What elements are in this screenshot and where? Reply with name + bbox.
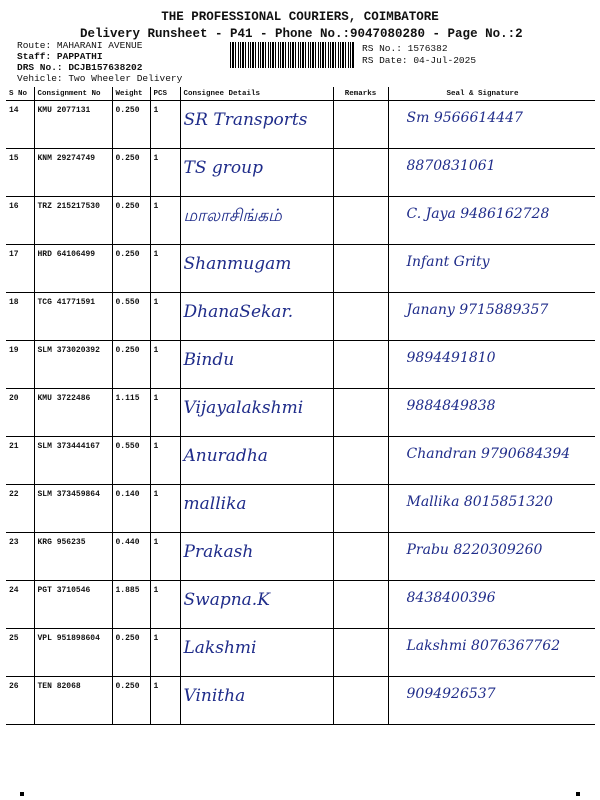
- cell-remarks: [333, 485, 388, 533]
- cell-signature: 8870831061: [388, 149, 595, 197]
- cell-weight: 0.250: [112, 197, 150, 245]
- cell-weight: 0.140: [112, 485, 150, 533]
- cell-sno: 18: [6, 293, 34, 341]
- table-row: [6, 437, 595, 485]
- cell-sno: 21: [6, 437, 34, 485]
- col-header-weight: Weight: [112, 87, 150, 101]
- staff-value: PAPPATHI: [56, 51, 103, 62]
- cell-consignee: TS group: [180, 149, 333, 197]
- drs-value: DCJB157638202: [68, 62, 143, 73]
- cell-weight: 1.115: [112, 389, 150, 437]
- cell-consignee: Swapna.K: [180, 581, 333, 629]
- cell-consignee: Lakshmi: [180, 629, 333, 677]
- cell-remarks: [333, 197, 388, 245]
- drs-line: [17, 62, 142, 73]
- cell-signature: Lakshmi 8076367762: [388, 629, 595, 677]
- route-line: [17, 40, 142, 51]
- cell-signature: C. Jaya 9486162728: [388, 197, 595, 245]
- cell-sno: 20: [6, 389, 34, 437]
- cell-consignment: SLM 373459864: [34, 485, 112, 533]
- cell-consignment: SLM 373444167: [34, 437, 112, 485]
- cell-signature: 9884849838: [388, 389, 595, 437]
- runsheet-title: Delivery Runsheet - P41 - Phone No.:9047080280 - Page No.:2: [80, 27, 523, 41]
- cell-signature: 9094926537: [388, 677, 595, 725]
- vehicle-line: [17, 73, 182, 84]
- cell-weight: 1.885: [112, 581, 150, 629]
- cell-pcs: 1: [150, 629, 180, 677]
- table-row: [6, 629, 595, 677]
- cell-consignee: Vinitha: [180, 677, 333, 725]
- cell-remarks: [333, 629, 388, 677]
- table-header-row: [6, 87, 595, 101]
- cell-signature: Sm 9566614447: [388, 101, 595, 149]
- cell-remarks: [333, 581, 388, 629]
- staff-line: [17, 51, 103, 62]
- col-header-sno: S No: [6, 87, 34, 101]
- table-row: [6, 581, 595, 629]
- cell-consignment: VPL 951898604: [34, 629, 112, 677]
- cell-pcs: 1: [150, 437, 180, 485]
- col-header-signature: Seal & Signature: [388, 87, 595, 101]
- route-value: MAHARANI AVENUE: [56, 40, 143, 51]
- cell-sno: 24: [6, 581, 34, 629]
- cell-remarks: [333, 437, 388, 485]
- table-row: [6, 293, 595, 341]
- cell-pcs: 1: [150, 245, 180, 293]
- cell-weight: 0.250: [112, 629, 150, 677]
- cell-weight: 0.250: [112, 101, 150, 149]
- cell-consignee: Prakash: [180, 533, 333, 581]
- cell-consignee: Anuradha: [180, 437, 333, 485]
- cell-consignee: DhanaSekar.: [180, 293, 333, 341]
- rs-no-line: [362, 43, 448, 54]
- cell-signature: Chandran 9790684394: [388, 437, 595, 485]
- cell-sno: 16: [6, 197, 34, 245]
- table-row: [6, 533, 595, 581]
- table-row: [6, 485, 595, 533]
- col-header-consignment: Consignment No: [34, 87, 112, 101]
- cell-consignment: KNM 29274749: [34, 149, 112, 197]
- cell-consignee: mallika: [180, 485, 333, 533]
- cell-signature: 9894491810: [388, 341, 595, 389]
- cell-consignment: SLM 373020392: [34, 341, 112, 389]
- table-row: [6, 677, 595, 725]
- rs-no-value: 1576382: [407, 43, 448, 54]
- cell-sno: 22: [6, 485, 34, 533]
- table-row: [6, 389, 595, 437]
- cell-sno: 15: [6, 149, 34, 197]
- cell-pcs: 1: [150, 293, 180, 341]
- cell-sno: 26: [6, 677, 34, 725]
- cell-sno: 17: [6, 245, 34, 293]
- cell-consignment: KMU 2077131: [34, 101, 112, 149]
- cell-consignment: TEN 82068: [34, 677, 112, 725]
- cell-remarks: [333, 341, 388, 389]
- table-row: [6, 341, 595, 389]
- cell-pcs: 1: [150, 389, 180, 437]
- cell-signature: Infant Grity: [388, 245, 595, 293]
- cell-consignee: SR Transports: [180, 101, 333, 149]
- cell-weight: 0.250: [112, 341, 150, 389]
- cell-signature: Janany 9715889357: [388, 293, 595, 341]
- cell-pcs: 1: [150, 581, 180, 629]
- cell-remarks: [333, 101, 388, 149]
- cell-consignee: Bindu: [180, 341, 333, 389]
- table-row: [6, 197, 595, 245]
- barcode: [230, 42, 355, 68]
- cell-consignee: Vijayalakshmi: [180, 389, 333, 437]
- drs-label: DRS No.:: [17, 62, 63, 73]
- cell-consignee: Shanmugam: [180, 245, 333, 293]
- cell-consignment: PGT 3710546: [34, 581, 112, 629]
- corner-mark: [20, 792, 24, 796]
- vehicle-label: Vehicle:: [17, 73, 63, 84]
- cell-weight: 0.550: [112, 293, 150, 341]
- company-title: THE PROFESSIONAL COURIERS, COIMBATORE: [161, 10, 439, 24]
- table-row: [6, 149, 595, 197]
- cell-consignment: KRG 956235: [34, 533, 112, 581]
- cell-remarks: [333, 149, 388, 197]
- cell-signature: Mallika 8015851320: [388, 485, 595, 533]
- runsheet-table: [6, 87, 595, 725]
- corner-mark: [576, 792, 580, 796]
- cell-sno: 23: [6, 533, 34, 581]
- cell-pcs: 1: [150, 533, 180, 581]
- col-header-pcs: PCS: [150, 87, 180, 101]
- cell-signature: 8438400396: [388, 581, 595, 629]
- route-label: Route:: [17, 40, 52, 51]
- col-header-remarks: Remarks: [333, 87, 388, 101]
- staff-label: Staff:: [17, 51, 52, 62]
- rs-date-value: 04-Jul-2025: [413, 55, 477, 66]
- cell-consignment: TRZ 215217530: [34, 197, 112, 245]
- rs-date-label: RS Date:: [362, 55, 408, 66]
- cell-consignment: KMU 3722486: [34, 389, 112, 437]
- cell-sno: 14: [6, 101, 34, 149]
- cell-weight: 0.550: [112, 437, 150, 485]
- cell-pcs: 1: [150, 677, 180, 725]
- cell-consignment: HRD 64106499: [34, 245, 112, 293]
- cell-remarks: [333, 389, 388, 437]
- cell-weight: 0.250: [112, 245, 150, 293]
- cell-weight: 0.250: [112, 149, 150, 197]
- cell-sno: 25: [6, 629, 34, 677]
- cell-signature: Prabu 8220309260: [388, 533, 595, 581]
- cell-weight: 0.250: [112, 677, 150, 725]
- cell-sno: 19: [6, 341, 34, 389]
- cell-remarks: [333, 677, 388, 725]
- cell-remarks: [333, 533, 388, 581]
- cell-pcs: 1: [150, 485, 180, 533]
- col-header-consignee: Consignee Details: [180, 87, 333, 101]
- cell-pcs: 1: [150, 101, 180, 149]
- cell-weight: 0.440: [112, 533, 150, 581]
- vehicle-value: Two Wheeler Delivery: [68, 73, 183, 84]
- table-row: [6, 101, 595, 149]
- cell-pcs: 1: [150, 149, 180, 197]
- cell-consignee: மாலாசிங்கம்: [180, 197, 333, 245]
- rs-date-line: [362, 55, 476, 66]
- rs-no-label: RS No.:: [362, 43, 402, 54]
- cell-pcs: 1: [150, 197, 180, 245]
- cell-consignment: TCG 41771591: [34, 293, 112, 341]
- cell-pcs: 1: [150, 341, 180, 389]
- cell-remarks: [333, 245, 388, 293]
- table-row: [6, 245, 595, 293]
- cell-remarks: [333, 293, 388, 341]
